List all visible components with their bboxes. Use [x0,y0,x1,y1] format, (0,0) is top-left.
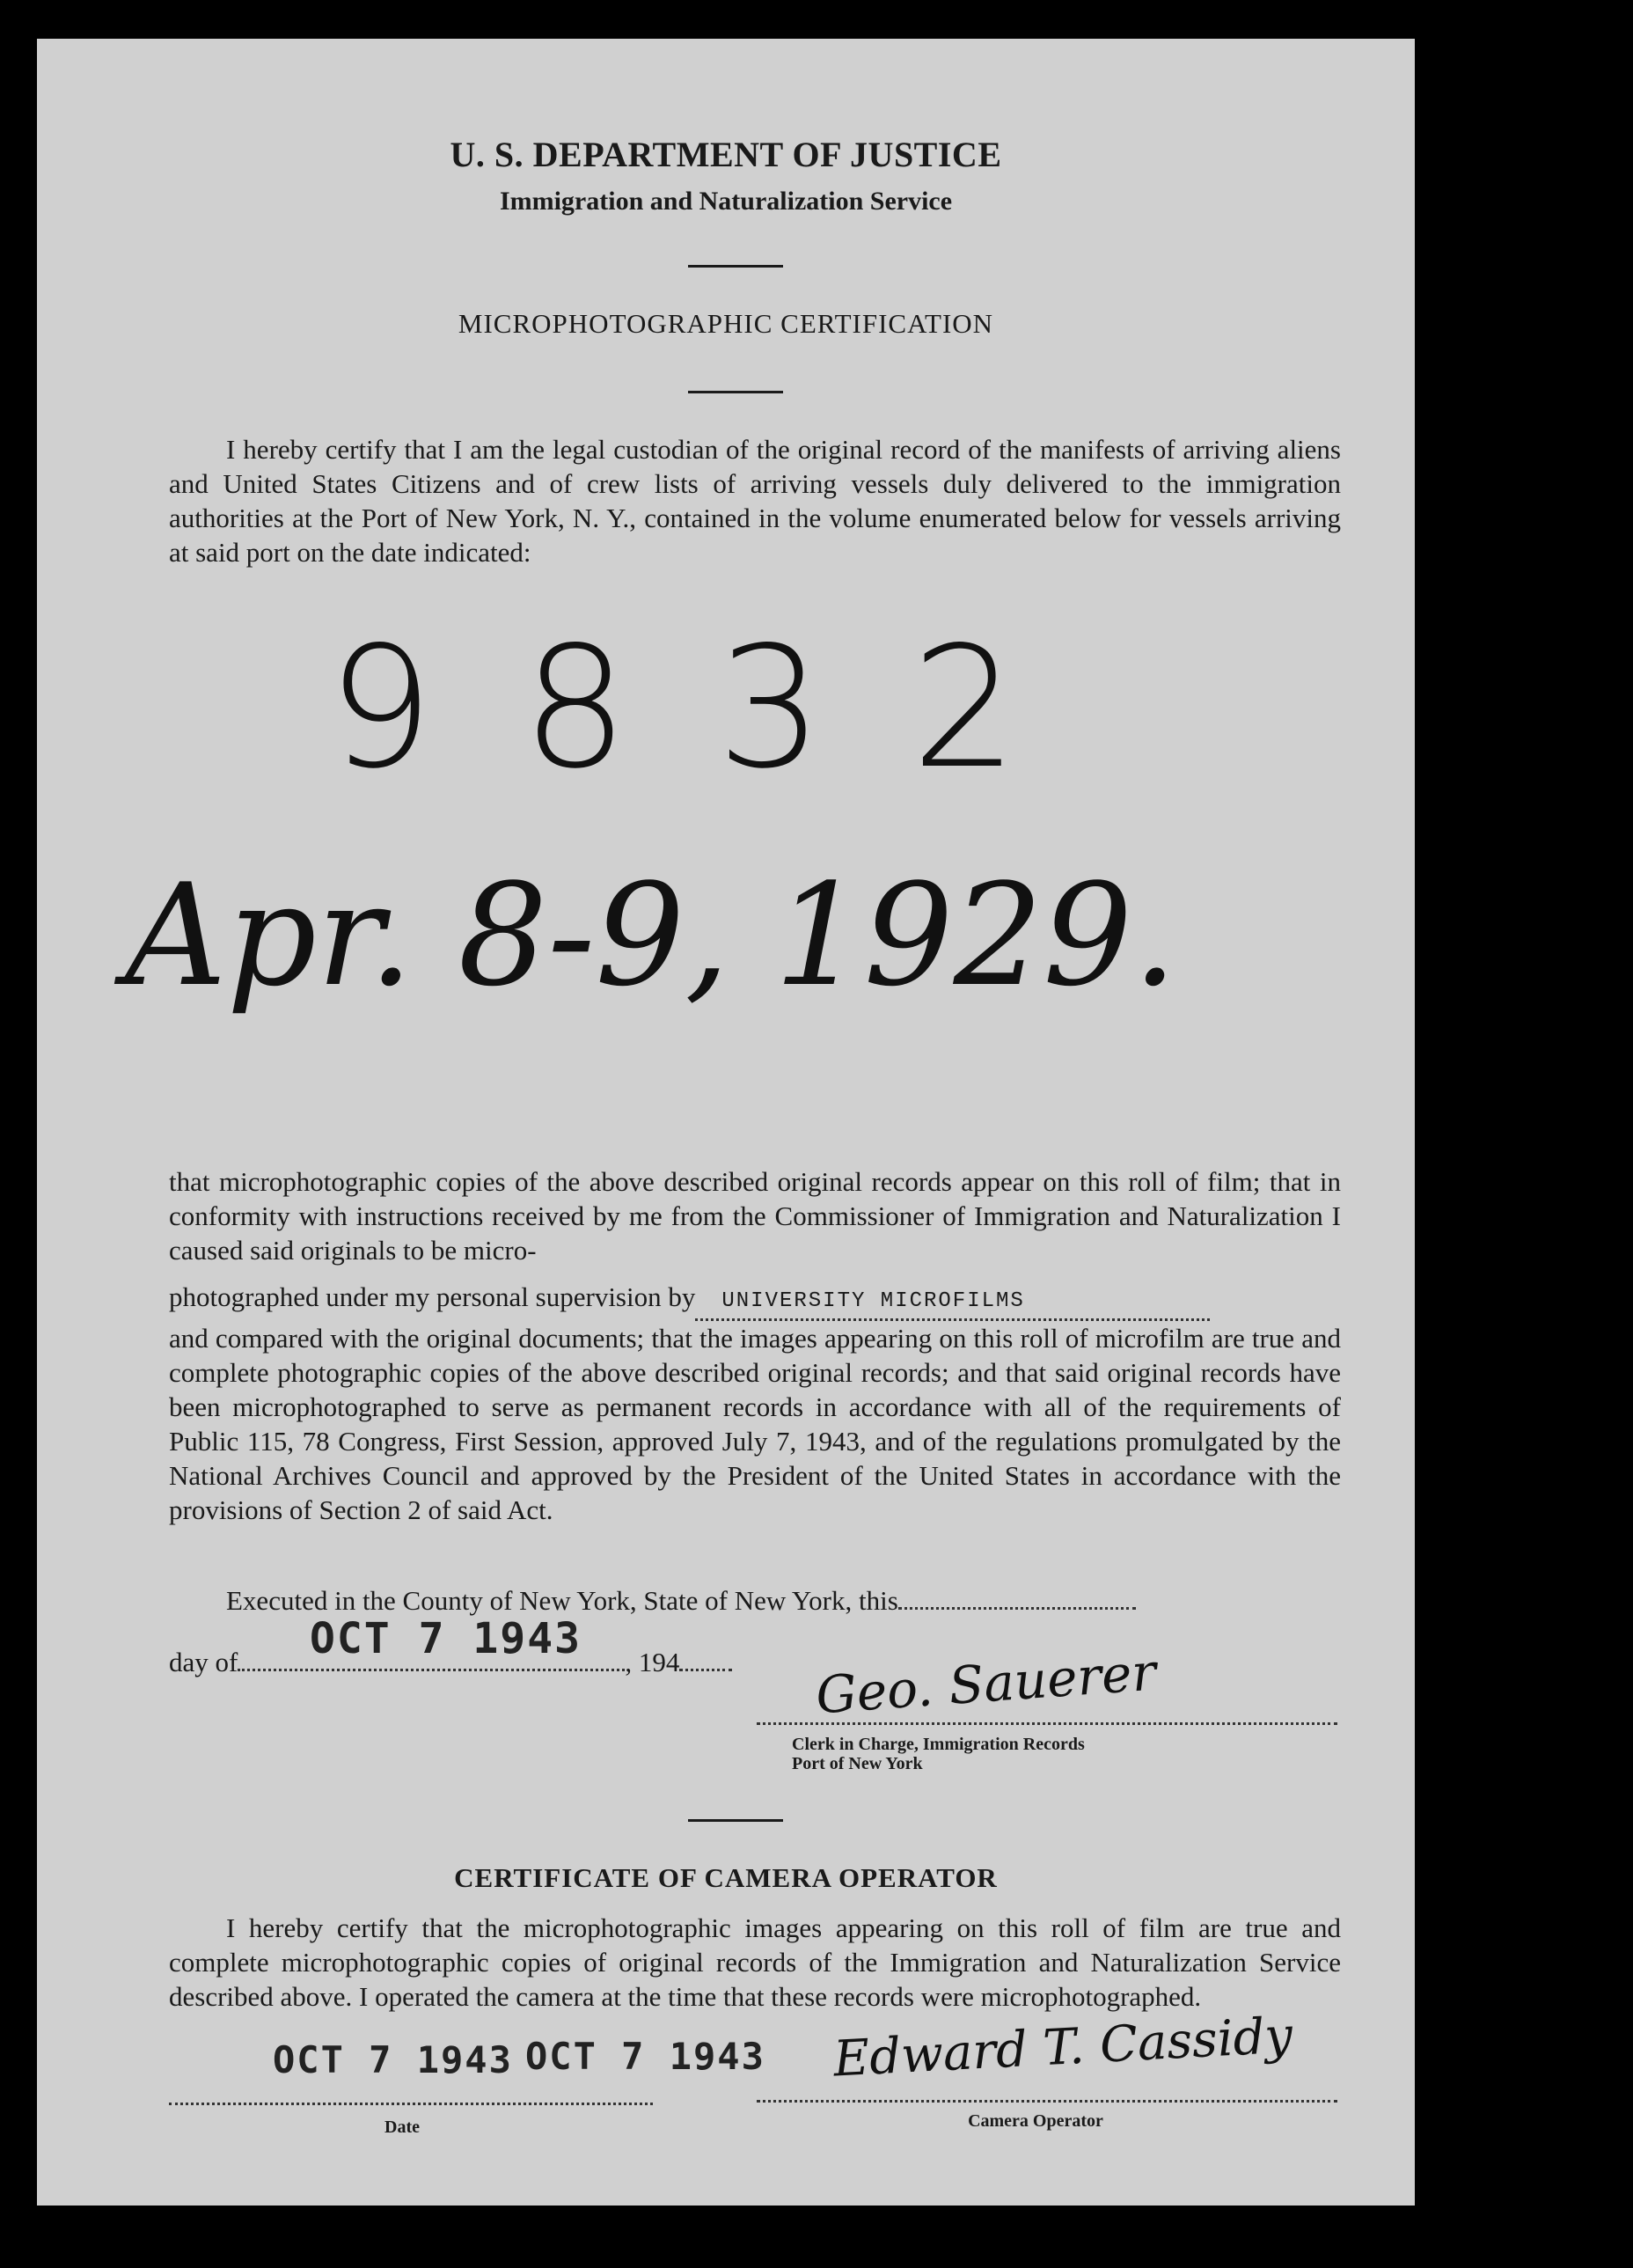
operator-signature-line [757,2100,1337,2103]
divider [688,391,783,393]
body-paragraph [169,1164,1341,1527]
body-text-2: and compared with the original documents; that the images appearing on this roll of microfilm are true and complete photographic copies of the above described original records; and that said original records have been microphotographed to serve as permanent records in accordance with all of the requirements of Public 115, 78 Congress, First Session, approved July 7, 1943, and of the regulations promulgated by the National Archives Council and approved by the President of the United States in accordance with the provisions of Section 2 of said Act. [169,1323,1341,1525]
year-label: , 194 [625,1647,680,1677]
executed-day-field [898,1607,1136,1610]
clerk-caption [792,1735,1085,1773]
intro-paragraph: I hereby certify that I am the legal custodian of the original record of the manifests of arriving aliens and United States Citizens and of crew lists of arriving vessels duly delivered to the immigration authorities at the Port of New York, N. Y., contained in the volume enumerated below for vessels arriving at said port on the date indicated: [169,434,1341,568]
clerk-signature-line [757,1722,1337,1725]
executed-line [169,1583,1341,1618]
department-title: U. S. DEPARTMENT OF JUSTICE [450,135,1002,174]
camera-operator-paragraph: I hereby certify that the microphotographic images appearing on this roll of film are true and complete microphotographic copies of original records of the Immigration and Naturalization Service described above. I operated the camera at the time that these records were microphotographed. [169,1912,1341,2012]
divider [688,265,783,268]
day-of-field [238,1669,625,1671]
handwritten-date-range: Apr. 8-9, 1929. [125,853,1178,1017]
certificate-page [37,39,1415,2206]
date-signature-line [169,2103,653,2105]
divider [688,1819,783,1822]
certification-heading: MICROPHOTOGRAPHIC CERTIFICATION [458,308,994,339]
date-stamp: OCT 7 1943 [310,1614,582,1663]
supervision-line [169,1280,1341,1321]
body-text-1: that microphotographic copies of the above described original records appear on this roll of film; that in conformity with instructions received by me from the Commissioner of Immigration and Naturalization I caused said originals to be micro- [169,1166,1341,1266]
clerk-title: Clerk in Charge, Immigration Records [792,1735,1085,1754]
year-field [679,1669,732,1671]
clerk-port: Port of New York [792,1754,923,1773]
supervision-label: photographed under my personal supervision by [169,1281,696,1312]
camera-operator-heading: CERTIFICATE OF CAMERA OPERATOR [454,1862,998,1893]
operator-signature: Edward T. Cassidy [831,2007,1294,2088]
camera-date-stamp-2: OCT 7 1943 [525,2035,765,2078]
clerk-signature: Geo. Sauerer [814,1641,1159,1726]
date-label: Date [384,2118,420,2137]
operator-label: Camera Operator [968,2111,1103,2131]
supervisor-field [695,1280,1210,1321]
supervisor-value: UNIVERSITY MICROFILMS [721,1289,1025,1313]
executed-text: Executed in the County of New York, State of New York, this [226,1585,898,1616]
service-subtitle: Immigration and Naturalization Service [499,187,953,216]
day-of-label: day of [169,1647,238,1677]
camera-date-stamp-1: OCT 7 1943 [273,2038,513,2081]
handwritten-volume-number: 9 8 3 2 [327,611,1036,805]
